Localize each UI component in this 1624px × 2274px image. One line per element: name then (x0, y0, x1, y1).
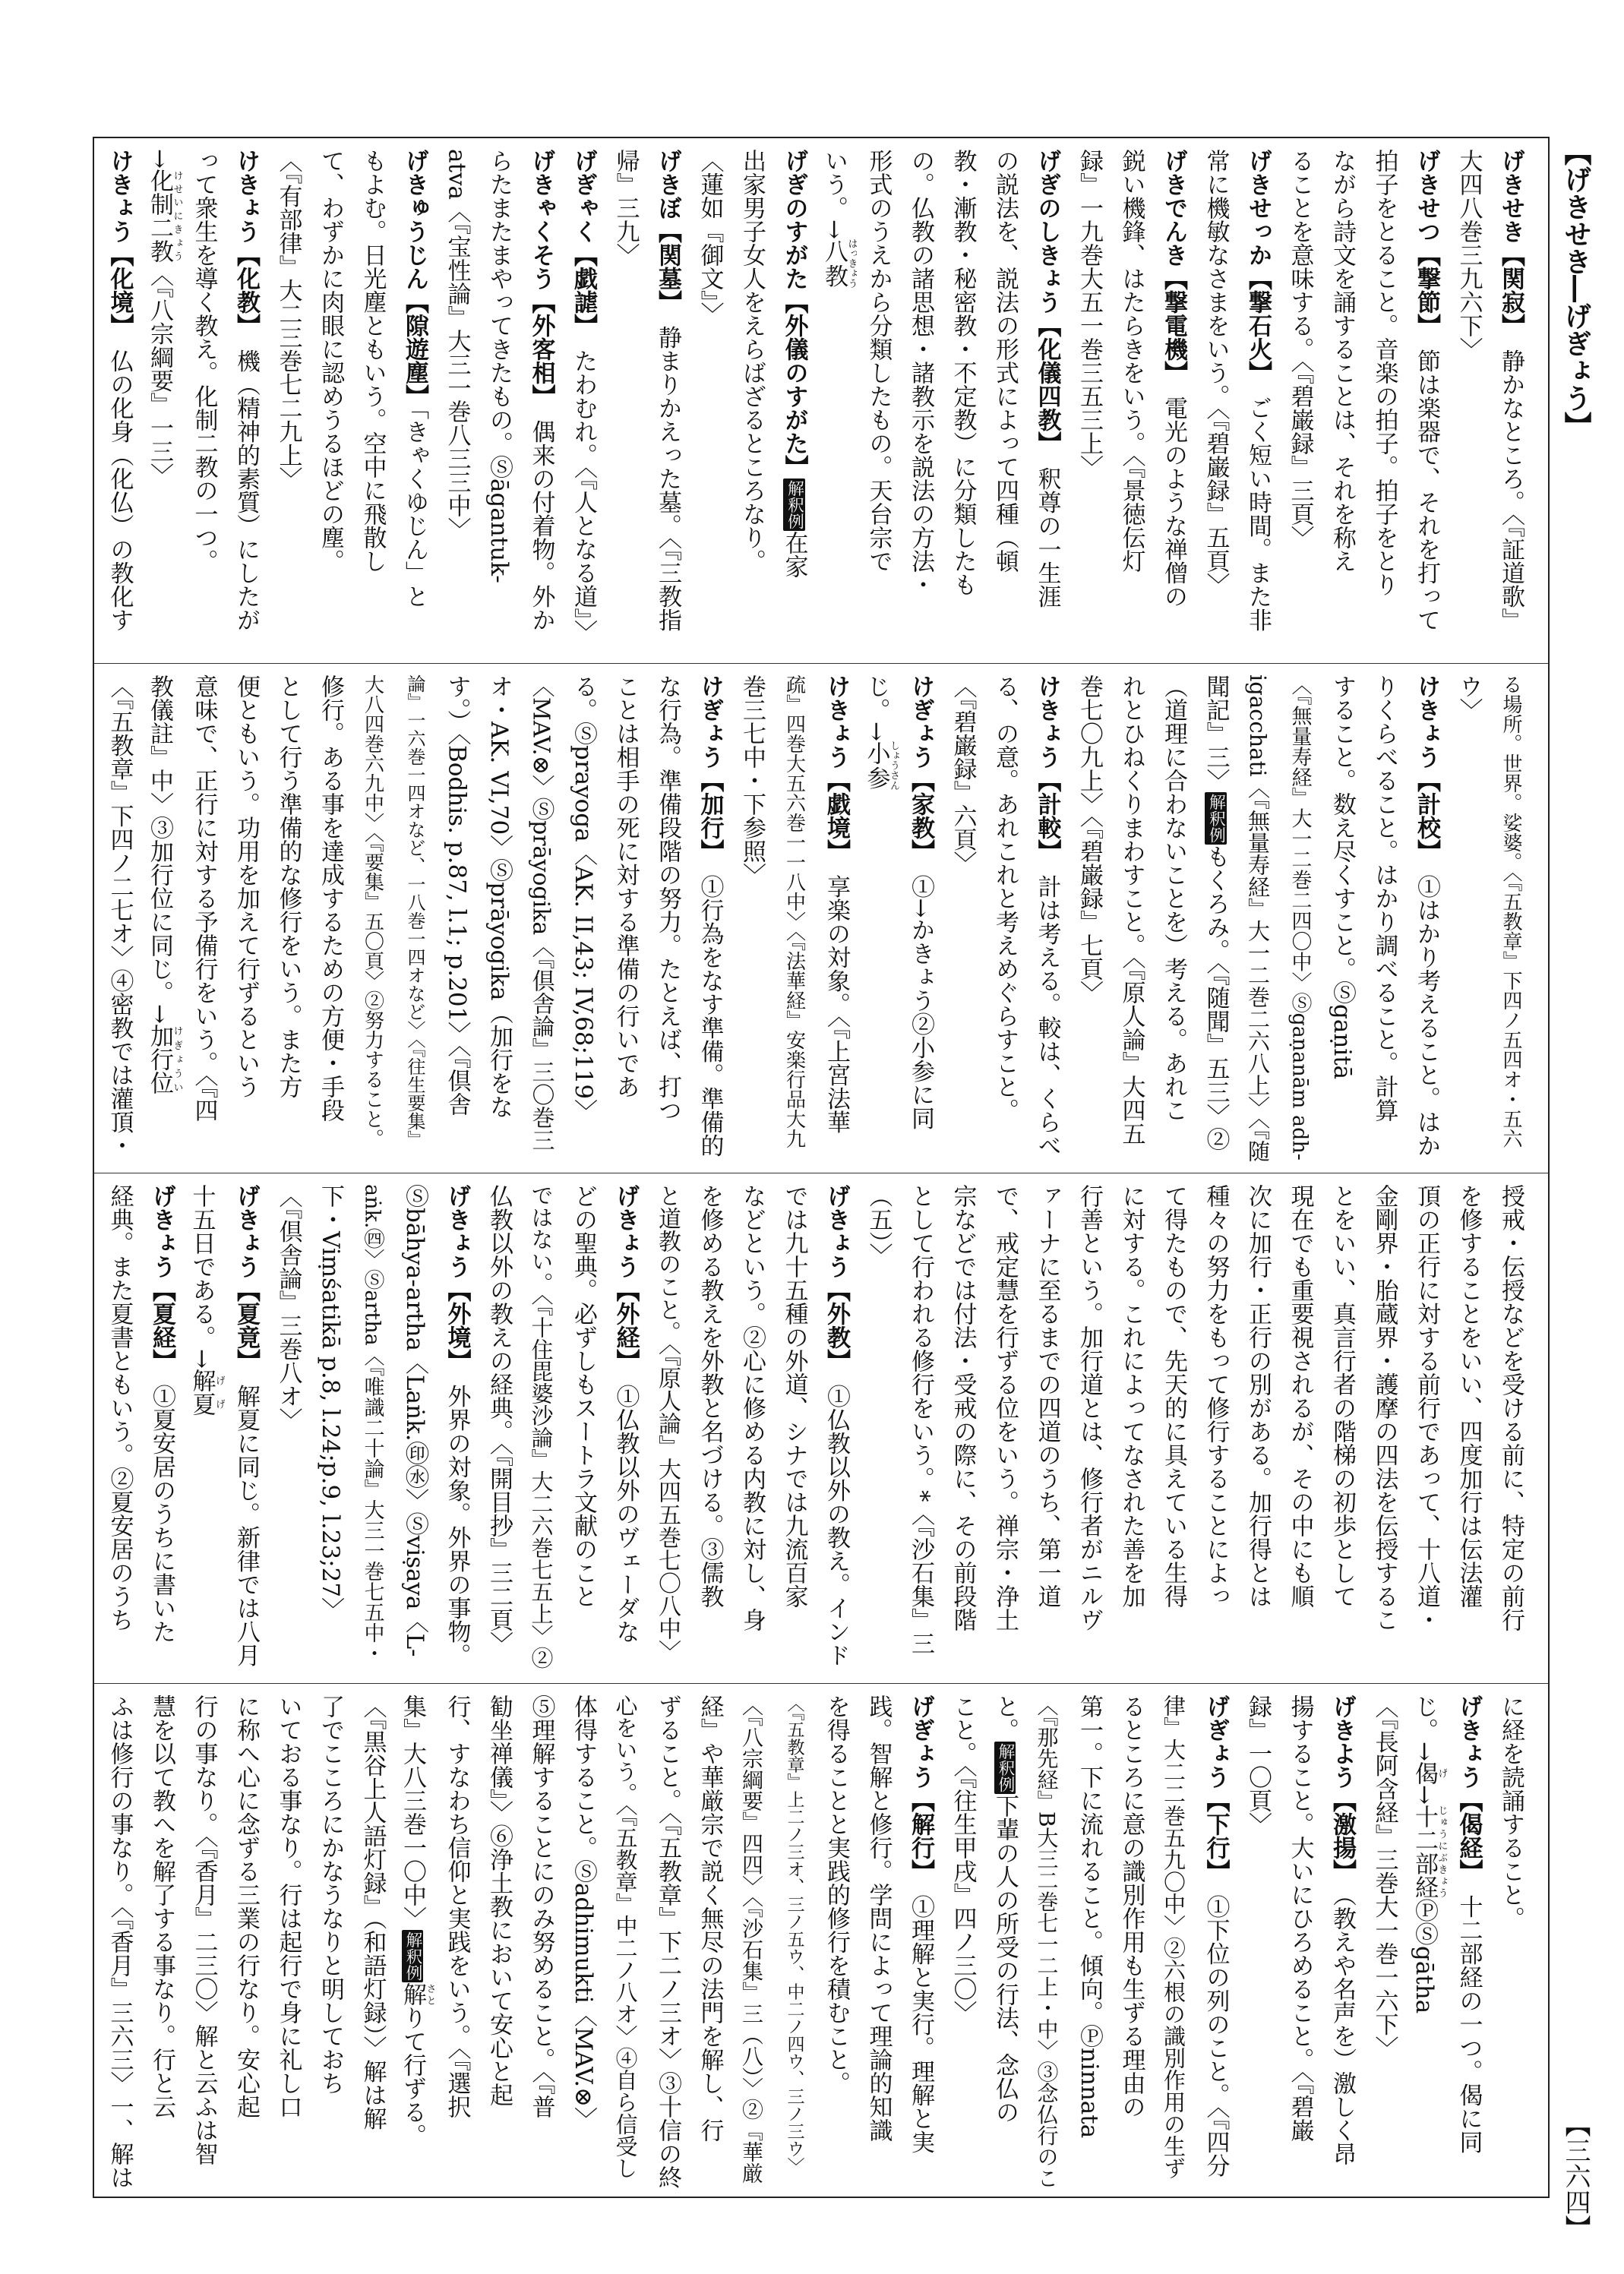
text-column: を修することをいい、四度加行は伝法灌 (1455, 1184, 1483, 1608)
headword: けきょう【化教】 (232, 149, 260, 326)
body-text: 〈『八宗綱要』一三〉 (146, 262, 173, 487)
text-column: 教・漸教・秘密教・不定教）に分類したも (949, 149, 977, 596)
body-text: じ。→ (862, 674, 890, 741)
text-column: 現在でも重要視されるが、その中にも順 (1286, 1184, 1314, 1608)
text-column: 鋭い機鋒、はたらきをいう。〈『景徳伝灯 (1117, 149, 1145, 573)
text-column: 録』一〇頁〉 (1244, 1694, 1272, 1836)
body-text: 偶来の付着物。外か (527, 396, 555, 632)
body-text: 在家 (780, 531, 808, 579)
text-column (815, 674, 858, 1165)
headword: げぎょう【下行】 (1202, 1694, 1230, 1871)
text-column (225, 1184, 267, 1675)
example-label: 解釈例 (783, 478, 804, 531)
headword: げきょう【夏経】 (148, 1184, 175, 1361)
text-column: って衆生を導く教え。化制二教の一つ。 (190, 149, 218, 573)
ruby-annotation (862, 741, 899, 791)
ruby-base: 小参 (862, 741, 890, 791)
text-column: の。仏教の諸思想・諸教示を説法の方法・ (907, 149, 934, 596)
body-text: たわむれ。〈『人となる道』〉 (570, 325, 597, 643)
headword: けぎょう【家教】 (907, 674, 934, 851)
headword: げきょう【夏竟】 (232, 1184, 260, 1361)
text-tier-3 (94, 1173, 1548, 1684)
headword: けきょう【計校】 (1413, 674, 1440, 851)
ruby-gloss: じゅうにぶきょう (1436, 1804, 1447, 1899)
text-column (393, 149, 436, 655)
text-column: ァーナに至るまでの四道のうち、第一道 (1033, 1184, 1061, 1608)
text-column: 揚すること。大いにひろめること。〈『碧巌 (1286, 1694, 1314, 2142)
body-text: → (1411, 1784, 1438, 1805)
text-column (857, 674, 899, 1165)
ruby-gloss: はっきょう (845, 238, 857, 289)
headword: げきよう【激揚】 (1329, 1694, 1356, 1871)
headword: げきょう【外経】 (611, 1184, 640, 1361)
headword: げぎゃく【戯謔】 (570, 149, 597, 326)
text-column: 経』や華厳宗で説く無尽の法門を解し、行 (696, 1694, 724, 2142)
text-column: 体得すること。Ⓢadhimukti〈MAV.⊗〉 (570, 1694, 597, 2131)
text-column: と道教のこと。〈『原人論』大四五巻七〇八中〉 (654, 1184, 681, 1663)
body-text: 静まりかえった墓。〈『三教指 (654, 302, 681, 632)
text-tier-2 (94, 664, 1548, 1173)
text-column: ることを意味する。〈『碧巌録』三頁〉 (1286, 149, 1314, 549)
text-column: 録』一九巻大五一巻三五三上〉 (1076, 149, 1103, 478)
text-column: 〈MAV.⊗〉Ⓢprāyogika〈『倶舎論』三〇巻三 (527, 674, 554, 1152)
body-text: ごく短い時間。また非 (1244, 372, 1272, 632)
text-column: 〈『長阿含経』三巻大一巻一六下〉 (1370, 1694, 1398, 2060)
body-text: ①夏安居のうちに書いた (148, 1360, 175, 1644)
text-column: 勧坐禅儀』〉⑥浄土教において安心と起 (485, 1694, 513, 2107)
text-column: 巻三七中・下参照〉 (738, 674, 766, 886)
text-column: 了でこころにかなうなりと明しておち (317, 1694, 344, 2095)
text-tier-4 (94, 1684, 1548, 2197)
body-text: ①仏教以外の教え。インド (823, 1360, 850, 1667)
text-column: る、の意。あれこれと考えめぐらすこと。 (991, 674, 1019, 1122)
text-column (1025, 149, 1068, 655)
headword: けぎょう【加行】 (696, 674, 724, 851)
text-column: な行為。準備段階の努力。たとえば、打つ (654, 674, 681, 1122)
text-column: 形式のうえから分類したもの。天台宗で (864, 149, 893, 573)
body-text: ①行為をなす準備。準備的 (696, 851, 724, 1158)
text-column: 巻七〇九上〉〈『碧巌録』七頁〉 (1076, 674, 1103, 1004)
text-column: を修める教えを外教と名づける。③儒教 (696, 1184, 724, 1608)
text-column: れとひねくりまわすこと。〈『原人論』大四五 (1117, 674, 1145, 1145)
text-column: 大四八巻三九六下〉 (1455, 149, 1483, 361)
text-column: igacchati〈『無量寿経』大一二巻二六八上〉〈『随 (1245, 674, 1271, 1163)
text-column (225, 149, 267, 655)
text-tier-1 (94, 138, 1548, 664)
body-text: 外界の対象。外界の事物。 (443, 1360, 471, 1667)
headword: けきょう【化境】 (106, 149, 134, 326)
text-column: 〈『黒谷上人語灯録』（和語灯録）〉解は解 (359, 1694, 387, 2130)
text-column: 便ともいう。功用を加えて行ずるという (232, 674, 260, 1098)
text-column (1237, 149, 1279, 655)
text-column: 経典。また夏書ともいう。②夏安居のうち (106, 1184, 134, 1631)
text-column: ウ〉 (1455, 674, 1483, 722)
text-column: の説法を、説法の形式によって四種（頓 (991, 149, 1019, 573)
headword: けきょう【計較】 (1033, 674, 1061, 851)
text-column: ながら詩文を誦することは、それを称え (1329, 149, 1356, 573)
text-column: ずること。〈『五教章』下二ノ三オ〉③十信の終 (654, 1694, 681, 2189)
text-column: 〈『碧巌録』六頁〉 (949, 674, 977, 875)
text-column: もよむ。日光塵ともいう。空中に飛散し (359, 149, 387, 573)
text-column (1321, 1694, 1363, 2189)
body-text: （教えや名声を）激しく昂 (1329, 1871, 1356, 2165)
headword: けきょう【戯境】 (823, 674, 850, 851)
text-column: いておる事なり。行は起行で身に礼し口 (274, 1694, 302, 2118)
text-column: て得たもので、先天的に具えている生得 (1160, 1184, 1187, 1608)
text-column: すること。数え尽くすこと。Ⓢgaṇitā (1329, 674, 1356, 1080)
body-text: りて行ずる。 (399, 2006, 426, 2148)
ruby-base: 十二部経 (1411, 1804, 1438, 1899)
body-text: 下輩の人の所受の行法、念仏の (991, 1794, 1019, 2124)
headword: げきぼ【関墓】 (654, 149, 681, 302)
text-column: て、わずかに肉眼に認めうるほどの塵。 (317, 149, 344, 573)
text-column: などという。②心に修める内教に対し、身 (738, 1184, 766, 1631)
body-text: 機（精神的素質）にしたが (232, 325, 260, 632)
body-text: 電光のような禅僧の (1160, 372, 1187, 608)
body-text: 計は考える。較は、くらべ (1033, 851, 1061, 1158)
ruby-base: 偈 (1411, 1761, 1438, 1785)
headword: げぎのしきょう【化儀四教】 (1033, 149, 1061, 444)
text-column: 頂の正行に対する前行であって、十八道・ (1413, 1184, 1440, 1631)
text-column (141, 149, 183, 655)
headword: げきょう【外境】 (443, 1184, 471, 1361)
text-column (182, 1184, 225, 1675)
text-column (1405, 1694, 1448, 2189)
text-column: 常に機敏なさまをいう。〈『碧巌録』五頁〉 (1202, 149, 1230, 596)
text-column: る。Ⓢprayoga〈AK. II,43; IV,68;119〉 (570, 674, 597, 1123)
ruby-base: 化制二教 (146, 168, 173, 263)
page-number: 【三六四】 (1560, 2111, 1591, 2241)
ruby-annotation (146, 1023, 182, 1094)
text-column: として行われる修行をいう。*〈『沙石集』三 (907, 1184, 934, 1655)
headword: げきせつ【撃節】 (1413, 149, 1440, 326)
text-column: 論』一六巻一四オなど、一八巻一四オなど〉〈『往生要集』 (404, 674, 425, 1148)
text-column (141, 1184, 183, 1675)
text-column (435, 1184, 478, 1675)
text-column: に経を読誦すること。 (1497, 1694, 1524, 1930)
text-column: （道理に合わないことを）考える。あれこ (1160, 674, 1187, 1122)
text-column (520, 149, 562, 655)
text-column: 出家男子女人をえらばざるところなり。 (738, 149, 766, 573)
ruby-gloss: しょうさん (888, 741, 899, 791)
text-column (1405, 674, 1448, 1165)
text-column: 行善という。加行道とは、修行者がニルヴ (1076, 1184, 1103, 1631)
headword: げぎょう【解行】 (907, 1694, 934, 1871)
text-column (815, 149, 858, 655)
text-column (1025, 674, 1068, 1165)
text-column: 〈『倶舎論』三巻八オ〉 (274, 1184, 302, 1432)
text-column (815, 1184, 858, 1675)
text-column (773, 149, 815, 655)
ruby-base: 解 (399, 1982, 426, 2007)
text-column: ⑤理解することにのみ努めること。〈『普 (527, 1694, 555, 2118)
text-column: 〈『五教章』下四ノ二七オ〉④密教では灌頂・ (106, 674, 134, 1158)
text-column (1490, 149, 1532, 655)
text-column: す。）〈Bodhis. p.87, l.1; p.201〉〈『倶舎 (443, 674, 471, 1116)
text-column: りくらべること。はかり調べること。計算 (1370, 674, 1398, 1122)
body-text: 静かなところ。〈『証道歌』 (1497, 325, 1524, 632)
text-column: （五）〉 (864, 1184, 893, 1267)
text-column: に対する。これによってなされた善を加 (1117, 1184, 1145, 1608)
text-column: どの聖典。必ずしもスートラ文献のこと (570, 1184, 597, 1608)
ruby-annotation (146, 168, 182, 263)
text-column (1194, 674, 1237, 1165)
body-text: ①下位の列のこと。〈『四分 (1202, 1871, 1230, 2178)
body-text: 節は楽器で、それを打って (1413, 325, 1440, 632)
headword: げきゅうじん【隙遊塵】 (401, 149, 428, 408)
body-text: いう。→ (820, 149, 848, 239)
text-column: 〈『那先経』B大三二巻七一二上・中〉③念仏行のこ (1034, 1694, 1060, 2189)
text-column: 拍子をとること。音楽の拍子。拍子をとり (1370, 149, 1398, 596)
text-column (688, 674, 731, 1165)
text-column: 次に加行・正行の別がある。加行得とは (1244, 1184, 1272, 1608)
headword: げきせき【関寂】 (1497, 149, 1524, 326)
body-text: 集』大八三巻一〇中〉 (399, 1694, 426, 1930)
text-column: るところに意の識別作用も生ずる理由の (1117, 1694, 1145, 2118)
text-column: 〈『五教章』上二ノ三オ、三ノ五ウ、中二ノ四ウ、三ノ三ウ〉 (784, 1694, 804, 2175)
body-text: 教儀註』中〉③加行位に同じ。→ (146, 674, 173, 1024)
text-column: 金剛界・胎蔵界・護摩の四法を伝授するこ (1370, 1184, 1398, 1631)
headword: げきょう【外教】 (823, 1184, 850, 1361)
text-column: ではない。〈『十住毘婆沙論』大二六巻七五上〉② (528, 1184, 554, 1669)
text-column: 大八四巻六九中〉〈『要集』五〇頁〉②努力すること。 (361, 674, 384, 1148)
text-column: 〈蓮如『御文』〉 (696, 149, 724, 326)
text-column: Ⓢbāhya-artha〈Laṅk.㊞㊌〉Ⓢviṣaya〈L- (401, 1184, 428, 1657)
text-column (141, 674, 183, 1165)
headword: げきせっか【撃石火】 (1244, 149, 1272, 373)
text-column (1447, 1694, 1490, 2189)
text-column: る場所。世界。娑婆。〈『五教章』下四ノ五四オ・五六 (1499, 674, 1522, 1148)
text-column: ふは修行の事なり。〈『香月』三六三〉一、解は (106, 1694, 134, 2189)
body-text: → (146, 149, 173, 169)
text-column: として行う準備的な修行をいう。また方 (274, 674, 302, 1098)
body-text: ①仏教以外のヴェーダな (611, 1360, 640, 1644)
ruby-gloss: けせいにきょう (171, 168, 182, 263)
text-column: 帰』三九〉 (611, 149, 640, 267)
text-column: こと。〈『往生甲戌』四ノ三〇〉 (949, 1694, 977, 2024)
text-column (1194, 1694, 1237, 2189)
example-label: 解釈例 (402, 1930, 423, 1982)
body-text: じ。→ (1411, 1694, 1438, 1761)
text-column: atva〈『宝性論』大三一巻八三三中〉 (443, 149, 471, 542)
text-column: 意味で、正行に対する予備行をいう。〈『四 (190, 674, 218, 1122)
example-label: 解釈例 (1205, 792, 1226, 845)
text-column: 行の事なり。〈『香月』二三〇〉解と云ふは智 (190, 1694, 218, 2165)
text-column: 践。智解と修行。学問によって理論的知識 (864, 1694, 893, 2142)
headword: げきょう【偈経】 (1455, 1694, 1483, 1871)
body-text: ①理解と実行。理解と実 (907, 1871, 934, 2154)
body-text: もくろみ。〈『随聞』五三〉② (1202, 845, 1230, 1151)
ruby-annotation (1411, 1804, 1447, 1899)
text-column: 下・Viṃśatikā p.8, l.24;p.9, l.23;27〉 (317, 1184, 344, 1622)
text-column (1405, 149, 1448, 655)
text-column (899, 1694, 942, 2189)
headword: げきでんき【撃電機】 (1160, 149, 1187, 373)
body-text: 釈尊の一生涯 (1033, 443, 1061, 608)
text-column: 行、すなわち信仰と実践をいう。〈『選択 (443, 1694, 471, 2118)
body-text: と。 (991, 1694, 1019, 1742)
ruby-annotation (820, 238, 857, 289)
running-head: 【げきせき―げぎょう】 (1560, 138, 1591, 439)
text-column: とをいい、真言行者の階梯の初歩として (1329, 1184, 1356, 1608)
text-column: オ・AK. VI,70〉Ⓢprāyogika（加行をな (485, 674, 513, 1119)
text-column: らたまたまやってきたもの。Ⓢāgantuk- (485, 149, 513, 583)
ruby-gloss: けぎょうい (171, 1023, 182, 1094)
text-column (1152, 149, 1195, 655)
text-column: に称へ心に念ずる三業の行なり。安心起 (232, 1694, 260, 2118)
body-text: 十二部経の一つ。偈に同 (1455, 1871, 1483, 2154)
ruby-base: 解夏 (188, 1368, 216, 1416)
text-column: 第一。下に流れること。傾向。Ⓟninnata (1076, 1694, 1103, 2139)
text-column: を得ることと実践的修行を積むこと。 (823, 1694, 850, 2095)
text-column (899, 674, 942, 1165)
text-column: ことは相手の死に対する準備の行いであ (611, 674, 640, 1098)
text-column: 〈『有部律』大二三巻七二九上〉 (274, 149, 302, 491)
body-text: 解夏に同じ。新律では八月 (232, 1360, 260, 1667)
ruby-annotation (188, 1368, 225, 1416)
text-column (604, 1184, 646, 1675)
body-text: ①はかり考えること。はか (1413, 851, 1440, 1158)
body-text: ⓅⓈgātha (1411, 1898, 1438, 2014)
text-column: 慧を以て教へを解了する事なり。行と云 (148, 1694, 175, 2118)
text-column (646, 149, 689, 655)
text-column: 心をいう。〈『五教章』中二ノ八オ〉④自ら信受し (612, 1694, 639, 2179)
text-column: 〈『無量寿経』大一二巻二四〇中〉Ⓢgaṇanām adh- (1288, 674, 1312, 1161)
text-column: 律』大二二巻五九〇中〉②六根の識別作用の生ず (1161, 1694, 1186, 2179)
text-column: で、戒定慧を行ずる位をいう。禅宗・浄土 (991, 1184, 1019, 1631)
headword: げきゃくそう【外客相】 (527, 149, 555, 396)
ruby-annotation (1411, 1761, 1447, 1785)
text-column: 〈『八宗綱要』四四〉〈『沙石集』三（八）〉②『華厳 (739, 1694, 764, 2184)
text-column: aṅk.㊃〉Ⓢartha〈『唯識二十論』大三一巻七五中・ (360, 1184, 384, 1664)
text-column: 宗などでは付法・受戒の際に、その前段階 (949, 1184, 977, 1631)
headword: げぎのすがた【外儀のすがた】 (780, 149, 808, 478)
text-column (393, 1694, 436, 2189)
text-column: 修行。ある事を達成するための方便・手段 (317, 674, 344, 1122)
ruby-base: 八教 (820, 238, 848, 289)
ruby-gloss: げ (1436, 1761, 1447, 1785)
body-text: 十五日である。→ (188, 1184, 216, 1369)
text-column: 仏教以外の教えの経典。〈『開目抄』三二頁〉 (485, 1184, 513, 1655)
ruby-annotation (399, 1982, 435, 2007)
text-column: 疏』四巻大五六巻一一八中〉〈『法華経』安楽行品大九 (782, 674, 806, 1148)
text-frame (93, 137, 1550, 2198)
body-text: 「きゃくゆじん」と (401, 408, 428, 608)
ruby-gloss: げげ (213, 1368, 225, 1416)
text-column: では九十五種の外道、シナでは九流百家 (780, 1184, 808, 1608)
text-column: 授戒・伝授などを受ける前に、特定の前行 (1497, 1184, 1524, 1631)
text-column (562, 149, 605, 655)
body-text: 享楽の対象。〈『上宮法華 (823, 851, 850, 1134)
body-text: 聞記』三〉 (1202, 674, 1230, 792)
ruby-gloss: さと (424, 1982, 435, 2007)
text-column (984, 1694, 1026, 2189)
body-text: ①→かきょう②小参に同 (907, 851, 934, 1130)
example-label: 解釈例 (994, 1742, 1016, 1794)
ruby-base: 加行位 (146, 1023, 173, 1094)
text-column: 種々の努力をもって修行することによっ (1202, 1184, 1230, 1608)
text-column (98, 149, 141, 655)
body-text: 仏の化身（化仏）の教化す (106, 325, 134, 632)
